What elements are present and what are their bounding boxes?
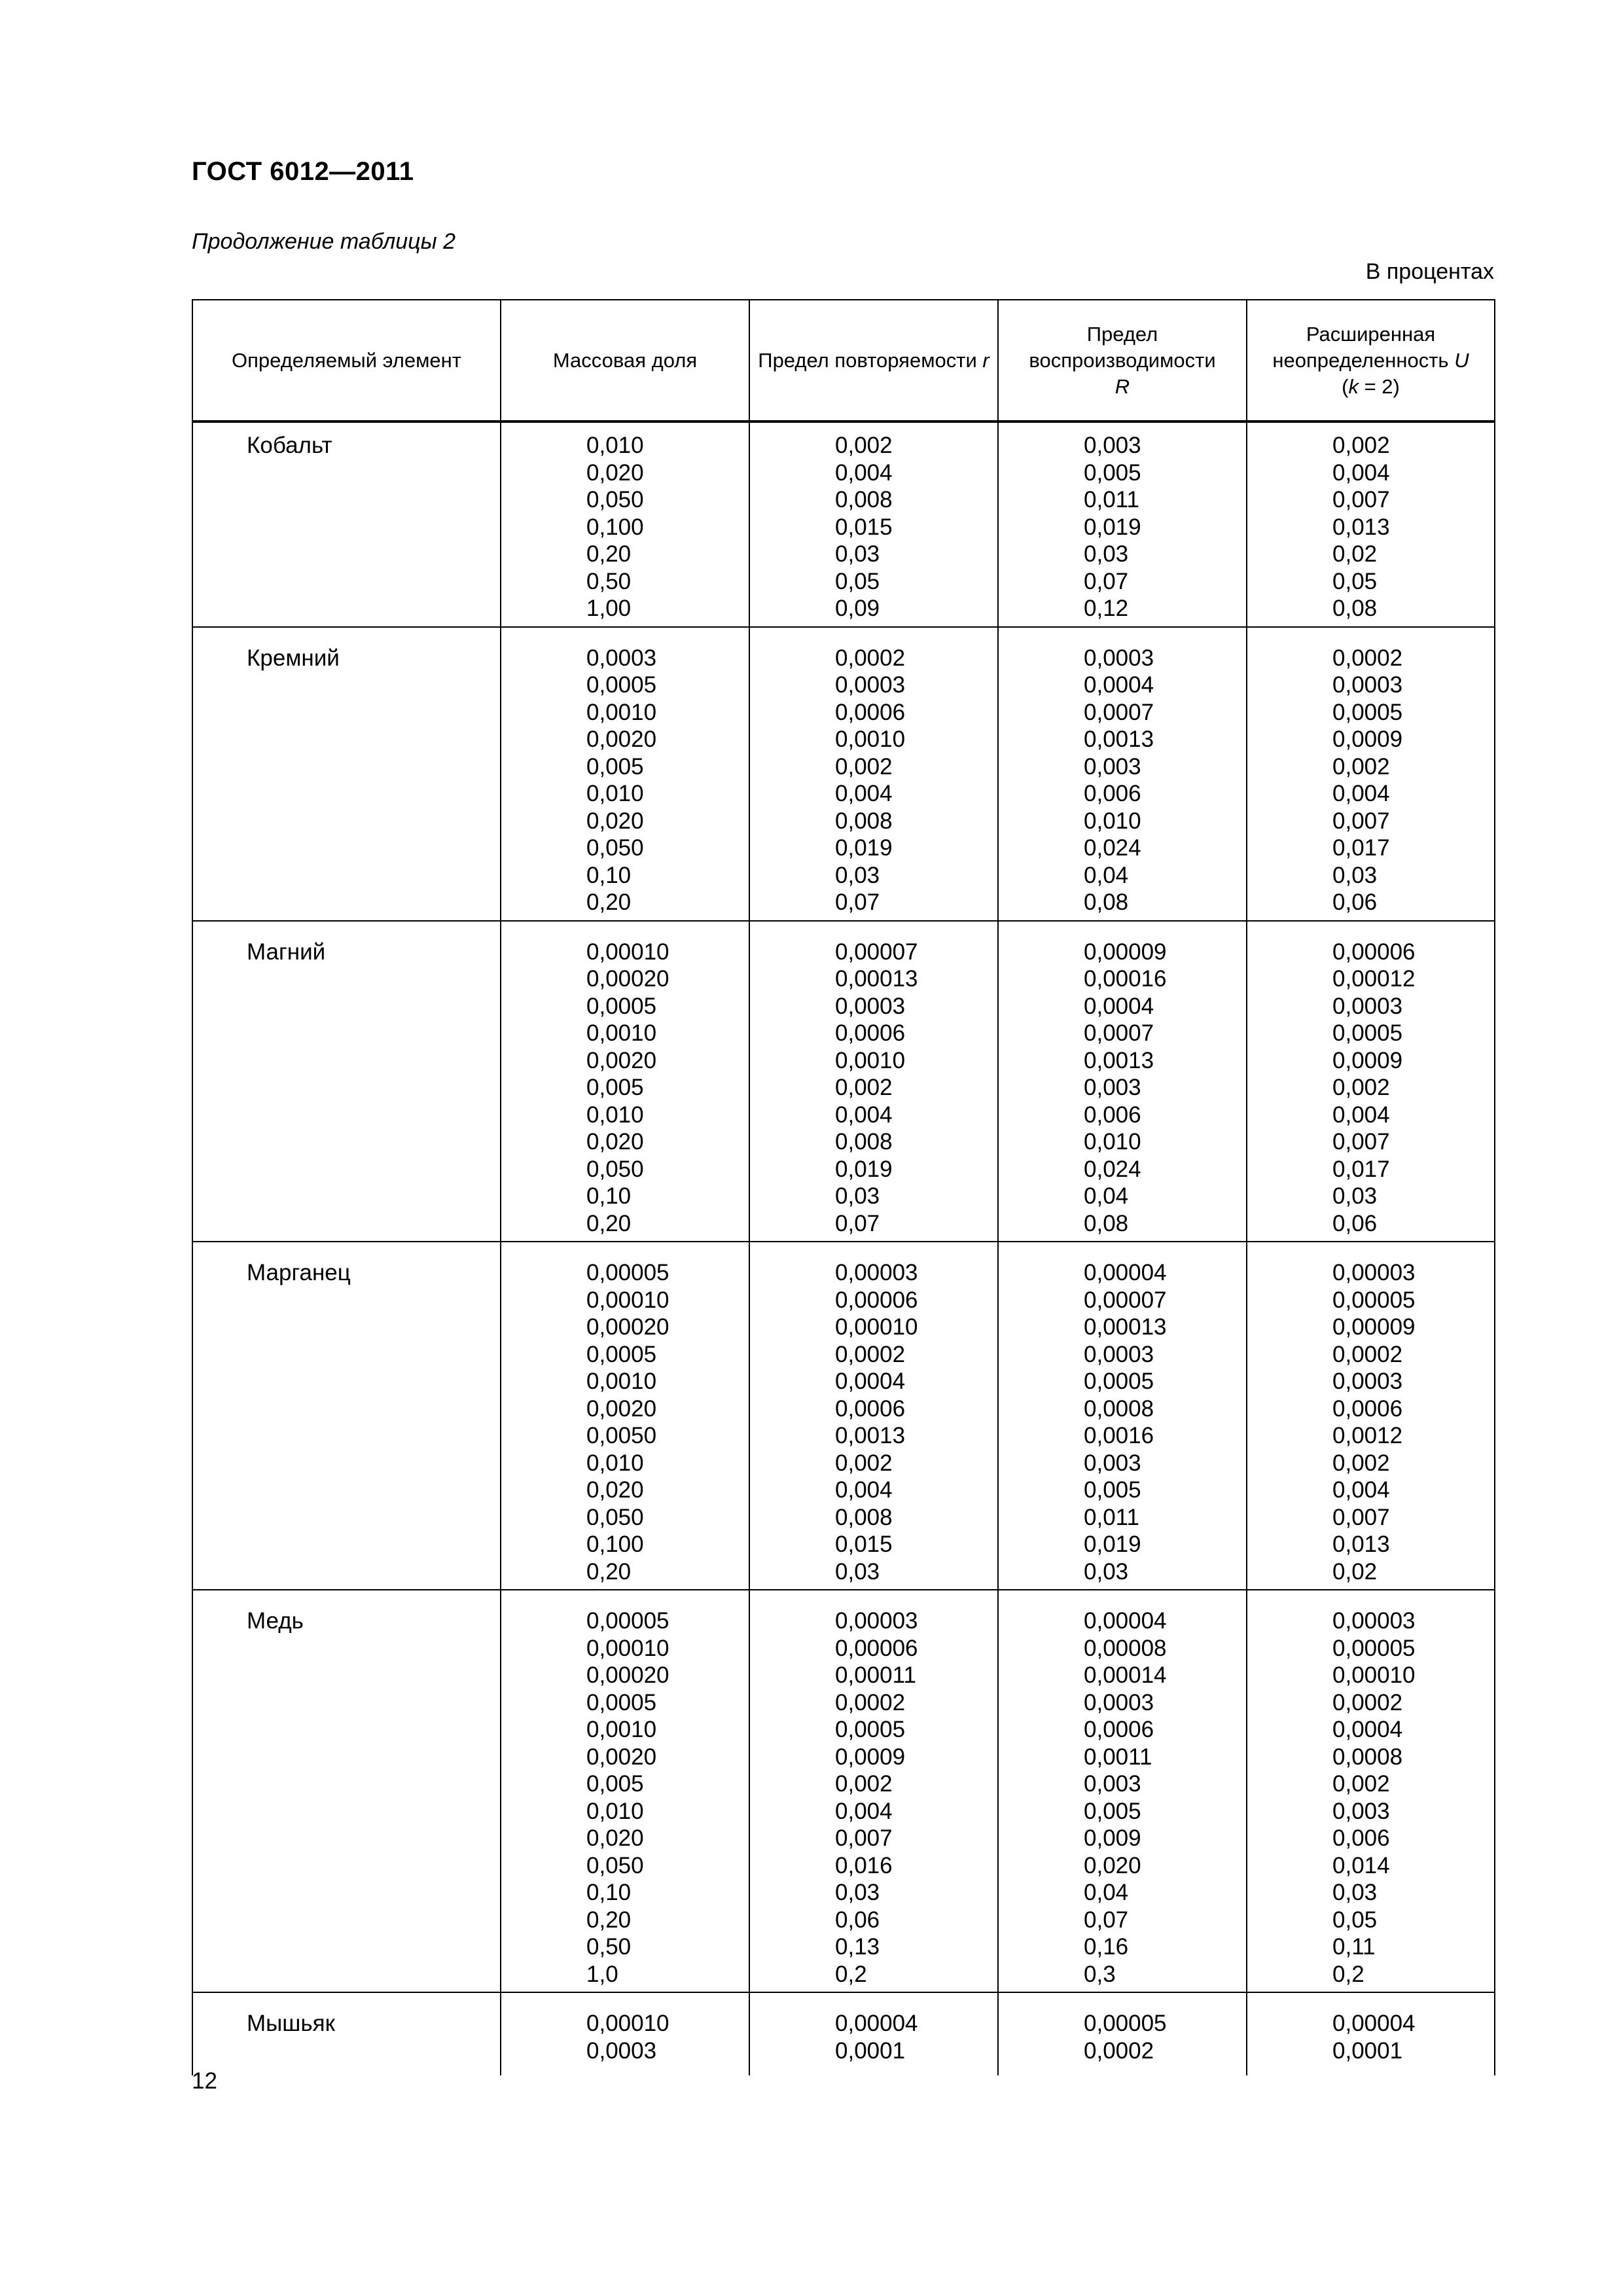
mass-fraction-value: 0,00010: [586, 2011, 669, 2036]
mass-fraction-value: 0,050: [586, 1504, 644, 1530]
mass-fraction-cell: [501, 1242, 749, 1590]
uncertainty-value: 0,0009: [1332, 1047, 1403, 1073]
repeatability-value: 0,07: [835, 1210, 880, 1236]
mass-fraction-value: 0,0003: [586, 645, 657, 671]
repeatability-cell: [749, 1242, 998, 1590]
element-name: Мышьяк: [247, 2011, 335, 2036]
mass-fraction-value: 0,010: [586, 1450, 644, 1476]
element-name-cell: [192, 627, 501, 921]
element-name: Магний: [247, 939, 326, 965]
reproducibility-value: 0,010: [1084, 1129, 1141, 1155]
reproducibility-value: 0,3: [1084, 1961, 1116, 1987]
uncertainty-value: 0,03: [1332, 862, 1378, 888]
mass-fraction-value: 0,050: [586, 1156, 644, 1182]
mass-fraction-value: 0,0005: [586, 672, 657, 698]
mass-fraction-cell: [501, 422, 749, 627]
column-header-reproducibility: Предел воспроизводимости R: [998, 300, 1247, 422]
mass-fraction-value: 0,050: [586, 1852, 644, 1878]
uncertainty-value: 0,00003: [1332, 1260, 1416, 1285]
reproducibility-value: 0,16: [1084, 1934, 1129, 1960]
reproducibility-value: 0,005: [1084, 1798, 1141, 1824]
reproducibility-value: 0,12: [1084, 596, 1129, 621]
repeatability-cell: [749, 1992, 998, 2075]
reproducibility-value: 0,00013: [1084, 1314, 1167, 1340]
uncertainty-value: 0,03: [1332, 1183, 1378, 1209]
column-header-repeatability: Предел повторяемости r: [749, 300, 998, 422]
element-name: Кремний: [247, 645, 340, 671]
element-name-cell: [192, 1242, 501, 1590]
uncertainty-value: 0,002: [1332, 1450, 1390, 1476]
mass-fraction-cell: [501, 921, 749, 1242]
reproducibility-value: 0,07: [1084, 1907, 1129, 1933]
uncertainty-value: 0,0002: [1332, 1341, 1403, 1367]
repeatability-value: 0,0004: [835, 1369, 906, 1394]
reproducibility-value: 0,0003: [1084, 1689, 1154, 1715]
mass-fraction-value: 0,0020: [586, 1395, 657, 1422]
reproducibility-value: 0,005: [1084, 1477, 1141, 1503]
repeatability-value: 0,0010: [835, 1047, 906, 1073]
reproducibility-value: 0,003: [1084, 1771, 1141, 1797]
repeatability-value: 0,03: [835, 1558, 880, 1585]
repeatability-value: 0,0006: [835, 1395, 906, 1422]
table-body: [192, 422, 1495, 2075]
repeatability-cell: [749, 627, 998, 921]
reproducibility-value: 0,00014: [1084, 1662, 1167, 1688]
reproducibility-value: 0,0007: [1084, 699, 1154, 725]
element-name: Медь: [247, 1608, 304, 1634]
mass-fraction-value: 0,020: [586, 808, 644, 834]
repeatability-cell: [749, 1590, 998, 1992]
units-note: В процентах: [1365, 259, 1494, 284]
reproducibility-value: 0,0013: [1084, 1047, 1154, 1073]
reproducibility-value: 0,0008: [1084, 1395, 1154, 1422]
repeatability-value: 0,008: [835, 487, 893, 512]
uncertainty-value: 0,004: [1332, 459, 1390, 486]
mass-fraction-value: 0,005: [586, 1771, 644, 1797]
reproducibility-value: 0,010: [1084, 808, 1141, 834]
repeatability-value: 0,016: [835, 1852, 893, 1878]
mass-fraction-cell: [501, 1590, 749, 1992]
mass-fraction-value: 0,0010: [586, 1717, 657, 1742]
mass-fraction-value: 0,50: [586, 568, 632, 594]
uncertainty-value: 0,00009: [1332, 1314, 1416, 1340]
mass-fraction-value: 0,0005: [586, 993, 657, 1019]
reproducibility-cell: [998, 921, 1247, 1242]
repeatability-value: 0,0002: [835, 1341, 906, 1367]
reproducibility-value: 0,04: [1084, 1183, 1129, 1209]
uncertainty-value: 0,00003: [1332, 1608, 1416, 1634]
uncertainty-value: 0,004: [1332, 1102, 1390, 1128]
reproducibility-value: 0,006: [1084, 1102, 1141, 1128]
mass-fraction-value: 0,20: [586, 1907, 632, 1933]
uncertainty-value: 0,06: [1332, 889, 1378, 915]
repeatability-value: 0,0009: [835, 1744, 906, 1770]
mass-fraction-value: 0,20: [586, 541, 632, 567]
repeatability-value: 0,0006: [835, 1020, 906, 1046]
reproducibility-value: 0,08: [1084, 889, 1129, 915]
element-name-cell: [192, 1590, 501, 1992]
mass-fraction-value: 0,050: [586, 487, 644, 512]
repeatability-value: 0,004: [835, 1477, 893, 1503]
mass-fraction-value: 0,0020: [586, 1744, 657, 1770]
mass-fraction-value: 0,10: [586, 1183, 632, 1209]
repeatability-value: 0,00003: [835, 1608, 918, 1634]
uncertainty-value: 0,0009: [1332, 726, 1403, 752]
uncertainty-value: 0,003: [1332, 1798, 1390, 1824]
reproducibility-value: 0,0011: [1084, 1744, 1152, 1770]
uncertainty-value: 0,00005: [1332, 1287, 1416, 1313]
repeatability-value: 0,0010: [835, 726, 906, 752]
reproducibility-value: 0,04: [1084, 862, 1129, 888]
mass-fraction-value: 0,20: [586, 889, 632, 915]
reproducibility-value: 0,0002: [1084, 2037, 1154, 2064]
reproducibility-value: 0,003: [1084, 433, 1141, 458]
uncertainty-value: 0,0001: [1332, 2037, 1403, 2064]
uncertainty-value: 0,007: [1332, 487, 1390, 512]
uncertainty-value: 0,013: [1332, 514, 1390, 540]
mass-fraction-value: 0,0020: [586, 726, 657, 752]
uncertainty-value: 0,002: [1332, 1075, 1390, 1100]
mass-fraction-value: 0,005: [586, 1075, 644, 1100]
reproducibility-value: 0,03: [1084, 1558, 1129, 1585]
reproducibility-value: 0,0003: [1084, 1341, 1154, 1367]
repeatability-value: 0,0006: [835, 699, 906, 725]
mass-fraction-value: 0,0010: [586, 699, 657, 725]
uncertainty-value: 0,03: [1332, 1880, 1378, 1905]
reproducibility-value: 0,07: [1084, 568, 1129, 594]
repeatability-value: 0,004: [835, 781, 893, 806]
uncertainty-value: 0,2: [1332, 1961, 1364, 1987]
mass-fraction-value: 1,0: [586, 1961, 618, 1987]
uncertainty-cell: [1247, 627, 1495, 921]
mass-fraction-value: 0,0005: [586, 1341, 657, 1367]
column-header-element: Определяемый элемент: [192, 300, 501, 422]
mass-fraction-value: 0,010: [586, 1798, 644, 1824]
reproducibility-value: 0,0007: [1084, 1020, 1154, 1046]
reproducibility-value: 0,003: [1084, 1075, 1141, 1100]
mass-fraction-value: 0,0020: [586, 1047, 657, 1073]
uncertainty-cell: [1247, 1242, 1495, 1590]
repeatability-value: 0,002: [835, 1075, 893, 1100]
reproducibility-value: 0,006: [1084, 781, 1141, 806]
uncertainty-value: 0,002: [1332, 753, 1390, 780]
repeatability-cell: [749, 422, 998, 627]
uncertainty-value: 0,006: [1332, 1825, 1390, 1851]
uncertainty-value: 0,002: [1332, 1771, 1390, 1797]
uncertainty-value: 0,0003: [1332, 993, 1403, 1019]
repeatability-value: 0,00006: [835, 1635, 918, 1661]
repeatability-value: 0,00010: [835, 1314, 918, 1340]
mass-fraction-value: 0,00005: [586, 1608, 669, 1634]
uncertainty-value: 0,08: [1332, 596, 1378, 621]
column-header-uncertainty: Расширенная неопределенность U (k = 2): [1247, 300, 1495, 422]
uncertainty-value: 0,0002: [1332, 645, 1403, 671]
repeatability-value: 0,00006: [835, 1287, 918, 1313]
uncertainty-value: 0,06: [1332, 1210, 1378, 1236]
reproducibility-value: 0,020: [1084, 1852, 1141, 1878]
uncertainty-value: 0,00012: [1332, 966, 1416, 992]
repeatability-value: 0,0013: [835, 1423, 906, 1448]
uncertainty-value: 0,02: [1332, 541, 1378, 567]
uncertainty-value: 0,013: [1332, 1532, 1390, 1557]
reproducibility-value: 0,019: [1084, 514, 1141, 540]
reproducibility-cell: [998, 422, 1247, 627]
uncertainty-value: 0,00004: [1332, 2011, 1416, 2036]
repeatability-value: 0,004: [835, 1798, 893, 1824]
reproducibility-value: 0,011: [1084, 487, 1139, 512]
repeatability-value: 0,2: [835, 1961, 867, 1987]
reproducibility-value: 0,0013: [1084, 726, 1154, 752]
reproducibility-value: 0,00009: [1084, 939, 1167, 965]
reproducibility-value: 0,08: [1084, 1210, 1129, 1236]
uncertainty-value: 0,017: [1332, 1156, 1390, 1182]
mass-fraction-value: 0,50: [586, 1934, 632, 1960]
reproducibility-value: 0,024: [1084, 1156, 1141, 1182]
repeatability-value: 0,00011: [835, 1662, 916, 1688]
repeatability-value: 0,0003: [835, 672, 906, 698]
mass-fraction-value: 0,0050: [586, 1423, 657, 1448]
reproducibility-cell: [998, 627, 1247, 921]
uncertainty-value: 0,0008: [1332, 1744, 1403, 1770]
reproducibility-value: 0,003: [1084, 1450, 1141, 1476]
uncertainty-value: 0,0012: [1332, 1423, 1403, 1448]
uncertainty-cell: [1247, 921, 1495, 1242]
repeatability-value: 0,015: [835, 1532, 893, 1557]
reproducibility-value: 0,003: [1084, 753, 1141, 780]
mass-fraction-value: 0,20: [586, 1210, 632, 1236]
mass-fraction-value: 0,0003: [586, 2037, 657, 2064]
mass-fraction-cell: [501, 627, 749, 921]
repeatability-value: 0,00003: [835, 1260, 918, 1285]
repeatability-value: 0,0002: [835, 1689, 906, 1715]
element-name-cell: [192, 921, 501, 1242]
uncertainty-value: 0,007: [1332, 1504, 1390, 1530]
repeatability-cell: [749, 921, 998, 1242]
uncertainty-value: 0,0003: [1332, 1369, 1403, 1394]
uncertainty-value: 0,00010: [1332, 1662, 1416, 1688]
table-header: [192, 300, 1495, 422]
uncertainty-value: 0,0006: [1332, 1395, 1403, 1422]
reproducibility-value: 0,009: [1084, 1825, 1141, 1851]
uncertainty-value: 0,0005: [1332, 1020, 1403, 1046]
uncertainty-value: 0,0004: [1332, 1717, 1403, 1742]
repeatability-value: 0,008: [835, 1129, 893, 1155]
repeatability-value: 0,008: [835, 1504, 893, 1530]
reproducibility-value: 0,024: [1084, 835, 1141, 861]
uncertainty-cell: [1247, 422, 1495, 627]
element-name: Кобальт: [247, 433, 332, 458]
mass-fraction-value: 0,020: [586, 1477, 644, 1503]
table-row: [192, 422, 1495, 627]
uncertainty-value: 0,00005: [1332, 1635, 1416, 1661]
uncertainty-value: 0,004: [1332, 1477, 1390, 1503]
reproducibility-value: 0,0006: [1084, 1717, 1154, 1742]
uncertainty-value: 0,0002: [1332, 1689, 1403, 1715]
element-name-cell: [192, 1992, 501, 2075]
repeatability-value: 0,03: [835, 1880, 880, 1905]
repeatability-value: 0,002: [835, 1771, 893, 1797]
mass-fraction-value: 0,010: [586, 781, 644, 806]
mass-fraction-value: 0,010: [586, 1102, 644, 1128]
mass-fraction-value: 0,0010: [586, 1369, 657, 1394]
column-header-mass-fraction: Массовая доля: [501, 300, 749, 422]
mass-fraction-value: 0,0005: [586, 1689, 657, 1715]
uncertainty-value: 0,002: [1332, 433, 1390, 458]
repeatability-value: 0,00013: [835, 966, 918, 992]
repeatability-value: 0,13: [835, 1934, 880, 1960]
reproducibility-value: 0,04: [1084, 1880, 1129, 1905]
reproducibility-value: 0,0016: [1084, 1423, 1154, 1448]
mass-fraction-value: 0,020: [586, 1129, 644, 1155]
repeatability-value: 0,03: [835, 1183, 880, 1209]
repeatability-value: 0,002: [835, 433, 893, 458]
repeatability-value: 0,0003: [835, 993, 906, 1019]
mass-fraction-value: 0,00010: [586, 939, 669, 965]
reproducibility-value: 0,0005: [1084, 1369, 1154, 1394]
mass-fraction-value: 0,020: [586, 1825, 644, 1851]
mass-fraction-value: 0,0010: [586, 1020, 657, 1046]
table-row: [192, 1242, 1495, 1590]
mass-fraction-value: 0,00020: [586, 966, 669, 992]
mass-fraction-value: 0,100: [586, 514, 644, 540]
mass-fraction-value: 0,010: [586, 433, 644, 458]
uncertainty-value: 0,014: [1332, 1852, 1390, 1878]
repeatability-value: 0,008: [835, 808, 893, 834]
repeatability-value: 0,004: [835, 459, 893, 486]
repeatability-value: 0,0001: [835, 2037, 906, 2064]
mass-fraction-value: 0,20: [586, 1558, 632, 1585]
uncertainty-value: 0,00006: [1332, 939, 1416, 965]
uncertainty-value: 0,007: [1332, 808, 1390, 834]
table-row: [192, 921, 1495, 1242]
repeatability-value: 0,002: [835, 1450, 893, 1476]
repeatability-value: 0,07: [835, 889, 880, 915]
repeatability-value: 0,0002: [835, 645, 906, 671]
reproducibility-value: 0,019: [1084, 1532, 1141, 1557]
mass-fraction-value: 0,00005: [586, 1260, 669, 1285]
reproducibility-value: 0,00016: [1084, 966, 1167, 992]
uncertainty-cell: [1247, 1992, 1495, 2075]
mass-fraction-value: 0,00020: [586, 1662, 669, 1688]
uncertainty-value: 0,017: [1332, 835, 1390, 861]
table-row: [192, 627, 1495, 921]
reproducibility-cell: [998, 1242, 1247, 1590]
repeatability-value: 0,03: [835, 541, 880, 567]
mass-fraction-value: 0,00010: [586, 1287, 669, 1313]
uncertainty-value: 0,0003: [1332, 672, 1403, 698]
mass-fraction-value: 0,00020: [586, 1314, 669, 1340]
element-name-cell: [192, 422, 501, 627]
reproducibility-value: 0,03: [1084, 541, 1129, 567]
repeatability-value: 0,06: [835, 1907, 880, 1933]
mass-fraction-value: 0,10: [586, 1880, 632, 1905]
repeatability-value: 0,03: [835, 862, 880, 888]
repeatability-value: 0,019: [835, 1156, 893, 1182]
uncertainty-cell: [1247, 1590, 1495, 1992]
element-name: Марганец: [247, 1260, 351, 1285]
uncertainty-value: 0,05: [1332, 1907, 1378, 1933]
reproducibility-value: 0,011: [1084, 1504, 1139, 1530]
mass-fraction-value: 0,005: [586, 753, 644, 780]
repeatability-value: 0,00007: [835, 939, 918, 965]
uncertainty-value: 0,11: [1332, 1934, 1376, 1960]
reproducibility-value: 0,0004: [1084, 672, 1154, 698]
uncertainty-value: 0,05: [1332, 568, 1378, 594]
reproducibility-cell: [998, 1590, 1247, 1992]
repeatability-value: 0,09: [835, 596, 880, 621]
repeatability-value: 0,05: [835, 568, 880, 594]
repeatability-value: 0,002: [835, 753, 893, 780]
reproducibility-value: 0,0004: [1084, 993, 1154, 1019]
mass-fraction-value: 0,050: [586, 835, 644, 861]
uncertainty-value: 0,0005: [1332, 699, 1403, 725]
reproducibility-value: 0,005: [1084, 459, 1141, 486]
table-row: [192, 1590, 1495, 1992]
uncertainty-value: 0,02: [1332, 1558, 1378, 1585]
repeatability-value: 0,019: [835, 835, 893, 861]
uncertainty-value: 0,004: [1332, 781, 1390, 806]
repeatability-value: 0,004: [835, 1102, 893, 1128]
reproducibility-value: 0,0003: [1084, 645, 1154, 671]
mass-fraction-value: 0,00010: [586, 1635, 669, 1661]
mass-fraction-value: 1,00: [586, 596, 632, 621]
repeatability-value: 0,015: [835, 514, 893, 540]
page-number: 12: [192, 2068, 217, 2094]
mass-fraction-value: 0,10: [586, 862, 632, 888]
data-table: [192, 299, 1495, 2075]
repeatability-value: 0,007: [835, 1825, 893, 1851]
mass-fraction-cell: [501, 1992, 749, 2075]
mass-fraction-value: 0,100: [586, 1532, 644, 1557]
reproducibility-value: 0,00004: [1084, 1608, 1167, 1634]
reproducibility-value: 0,00004: [1084, 1260, 1167, 1285]
table-row: [192, 1992, 1495, 2075]
table-caption: Продолжение таблицы 2: [192, 229, 455, 254]
uncertainty-value: 0,007: [1332, 1129, 1390, 1155]
reproducibility-value: 0,00005: [1084, 2011, 1167, 2036]
mass-fraction-value: 0,020: [586, 459, 644, 486]
repeatability-value: 0,0005: [835, 1717, 906, 1742]
reproducibility-value: 0,00008: [1084, 1635, 1167, 1661]
reproducibility-value: 0,00007: [1084, 1287, 1167, 1313]
repeatability-value: 0,00004: [835, 2011, 918, 2036]
document-header: ГОСТ 6012—2011: [192, 157, 414, 186]
reproducibility-cell: [998, 1992, 1247, 2075]
